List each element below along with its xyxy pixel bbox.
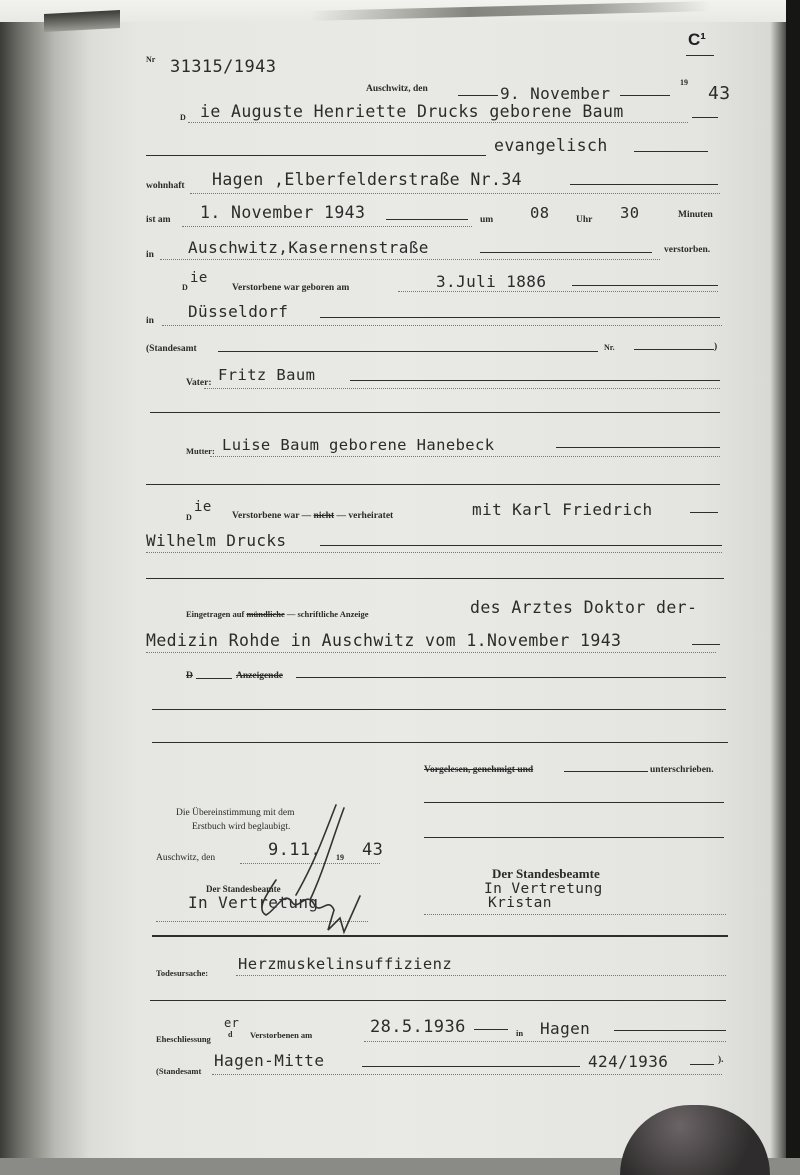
cause-of-death: Herzmuskelinsuffizienz — [238, 955, 453, 973]
death-place-label: in — [146, 250, 154, 260]
form-code: C¹ — [688, 30, 706, 49]
rule — [146, 578, 724, 579]
name-prefix: D — [180, 113, 186, 122]
rule — [424, 837, 724, 838]
report-line1: des Arztes Doktor der- — [470, 598, 698, 617]
place-date-label: Auschwitz, den — [366, 84, 428, 94]
rule — [364, 1041, 726, 1042]
marriage-registry-close: ). — [718, 1055, 724, 1065]
rule — [152, 709, 726, 710]
father-name: Fritz Baum — [218, 366, 316, 384]
century-label: 19 — [680, 78, 688, 87]
death-hour: 08 — [530, 204, 550, 222]
deceased-name: ie Auguste Henriette Drucks geborene Baum — [200, 102, 624, 121]
marital-label: Verstorbene war — nicht — verheiratet — [232, 511, 394, 521]
report-label: Eingetragen auf mündliche — schriftliche Anzeige — [186, 609, 369, 619]
cause-label: Todesursache: — [156, 968, 209, 978]
birth-label: Verstorbene war geboren am — [232, 283, 350, 293]
mother-name: Luise Baum geborene Hanebeck — [222, 436, 495, 454]
rule — [692, 117, 718, 118]
rule — [320, 317, 720, 318]
rule — [196, 678, 232, 679]
rule — [204, 388, 720, 389]
rule — [398, 291, 718, 292]
struck-muendliche: mündliche — [246, 609, 285, 619]
time-label: um — [480, 215, 494, 225]
birth-registry-nr-label: Nr. — [604, 343, 615, 352]
marriage-label2: Verstorbenen am — [250, 1030, 313, 1040]
rule — [218, 351, 598, 352]
marriage-label: Eheschliessung — [156, 1034, 211, 1044]
rule — [424, 914, 726, 915]
residence: Hagen ,Elberfelderstraße Nr.34 — [212, 170, 523, 189]
rule — [690, 1064, 714, 1065]
rule — [570, 184, 718, 185]
rule — [146, 552, 722, 553]
death-minutes: 30 — [620, 204, 640, 222]
marriage-label-sup: er — [224, 1016, 240, 1030]
rule — [480, 252, 652, 253]
rule — [150, 1000, 726, 1001]
rule — [572, 285, 718, 286]
mother-label: Mutter: — [186, 446, 215, 456]
rule — [146, 155, 486, 156]
rule — [424, 802, 724, 803]
spouse-line2: Wilhelm Drucks — [146, 531, 287, 550]
rule — [634, 151, 708, 152]
certification-date: 9.11. — [268, 840, 322, 860]
marriage-label-sub: d — [228, 1030, 233, 1039]
birth-suffix: ie — [190, 270, 208, 286]
informant-label: Anzeigende — [236, 671, 283, 681]
marital-suffix: ie — [194, 499, 212, 515]
rule — [634, 349, 714, 350]
register-number-label: Nr — [146, 55, 156, 64]
marriage-date: 28.5.1936 — [370, 1017, 466, 1037]
rule — [182, 226, 472, 227]
rule — [162, 325, 722, 326]
death-date-label: ist am — [146, 215, 171, 225]
minutes-label: Minuten — [678, 210, 713, 220]
registrar-name: Kristan — [488, 895, 552, 911]
certification-place-label: Auschwitz, den — [156, 853, 216, 863]
rule — [152, 742, 728, 743]
rule — [614, 1030, 726, 1031]
birth-place: Düsseldorf — [188, 302, 289, 321]
handwritten-signature — [236, 800, 366, 940]
rule — [556, 447, 720, 448]
birth-prefix: D — [182, 283, 188, 292]
registrar-label: Der Standesbeamte — [492, 866, 600, 881]
birth-date: 3.Juli 1886 — [436, 272, 547, 291]
certification-century: 19 — [336, 853, 344, 862]
marriage-place: Hagen — [540, 1019, 591, 1038]
rule — [188, 122, 688, 123]
residence-label: wohnhaft — [146, 181, 185, 191]
marriage-registry: Hagen-Mitte — [214, 1051, 325, 1070]
rule — [620, 95, 670, 96]
birth-registry-close: ) — [714, 342, 718, 352]
rule — [296, 677, 726, 678]
rule — [692, 644, 720, 645]
rule — [212, 1074, 722, 1075]
report-line2: Medizin Rohde in Auschwitz vom 1.November 1943 — [146, 631, 622, 650]
struck-nicht: nicht — [313, 511, 335, 521]
rule — [160, 259, 660, 260]
certification-official-label: Der Standesbeamte — [206, 884, 281, 894]
rule — [320, 545, 722, 546]
record-date: 9. November — [500, 84, 611, 103]
death-date: 1. November 1943 — [200, 203, 366, 222]
rule — [564, 771, 648, 772]
registrar-line1: In Vertretung — [484, 881, 603, 897]
marriage-place-label: in — [516, 1028, 524, 1038]
spouse-line1: mit Karl Friedrich — [472, 500, 653, 519]
father-label: Vater: — [186, 378, 212, 388]
rule — [690, 512, 718, 513]
signed-label: unterschrieben. — [650, 765, 714, 775]
rule — [152, 935, 728, 937]
birth-place-label: in — [146, 316, 154, 326]
rule — [362, 1066, 580, 1067]
certification-year: 43 — [362, 840, 384, 860]
died-label: verstorben. — [664, 245, 711, 255]
record-year: 43 — [708, 83, 731, 104]
marriage-registry-label: (Standesamt — [156, 1066, 202, 1076]
rule — [350, 380, 720, 381]
religion: evangelisch — [494, 136, 608, 155]
death-place: Auschwitz,Kasernenstraße — [188, 238, 429, 257]
register-number: 31315/1943 — [170, 57, 277, 77]
marital-prefix: D — [186, 513, 192, 522]
rule — [150, 412, 720, 413]
read-approved-struck: Vorgelesen, genehmigt und — [424, 765, 534, 775]
rule — [474, 1029, 508, 1030]
rule — [146, 652, 716, 653]
informant-prefix: D — [186, 671, 193, 681]
rule — [236, 975, 726, 976]
rule — [458, 95, 498, 96]
form-code-underline — [686, 55, 714, 56]
certification-official-value: In Vertretung — [188, 893, 319, 912]
certification-line1: Die Übereinstimmung mit dem — [176, 808, 295, 818]
rule — [386, 219, 468, 220]
rule — [146, 484, 720, 485]
birth-registry-label: (Standesamt — [146, 344, 197, 354]
hour-label: Uhr — [576, 215, 593, 225]
certification-line2: Erstbuch wird beglaubigt. — [192, 822, 291, 832]
rule — [210, 456, 720, 457]
rule — [190, 193, 720, 194]
marriage-registry-nr: 424/1936 — [588, 1052, 669, 1071]
